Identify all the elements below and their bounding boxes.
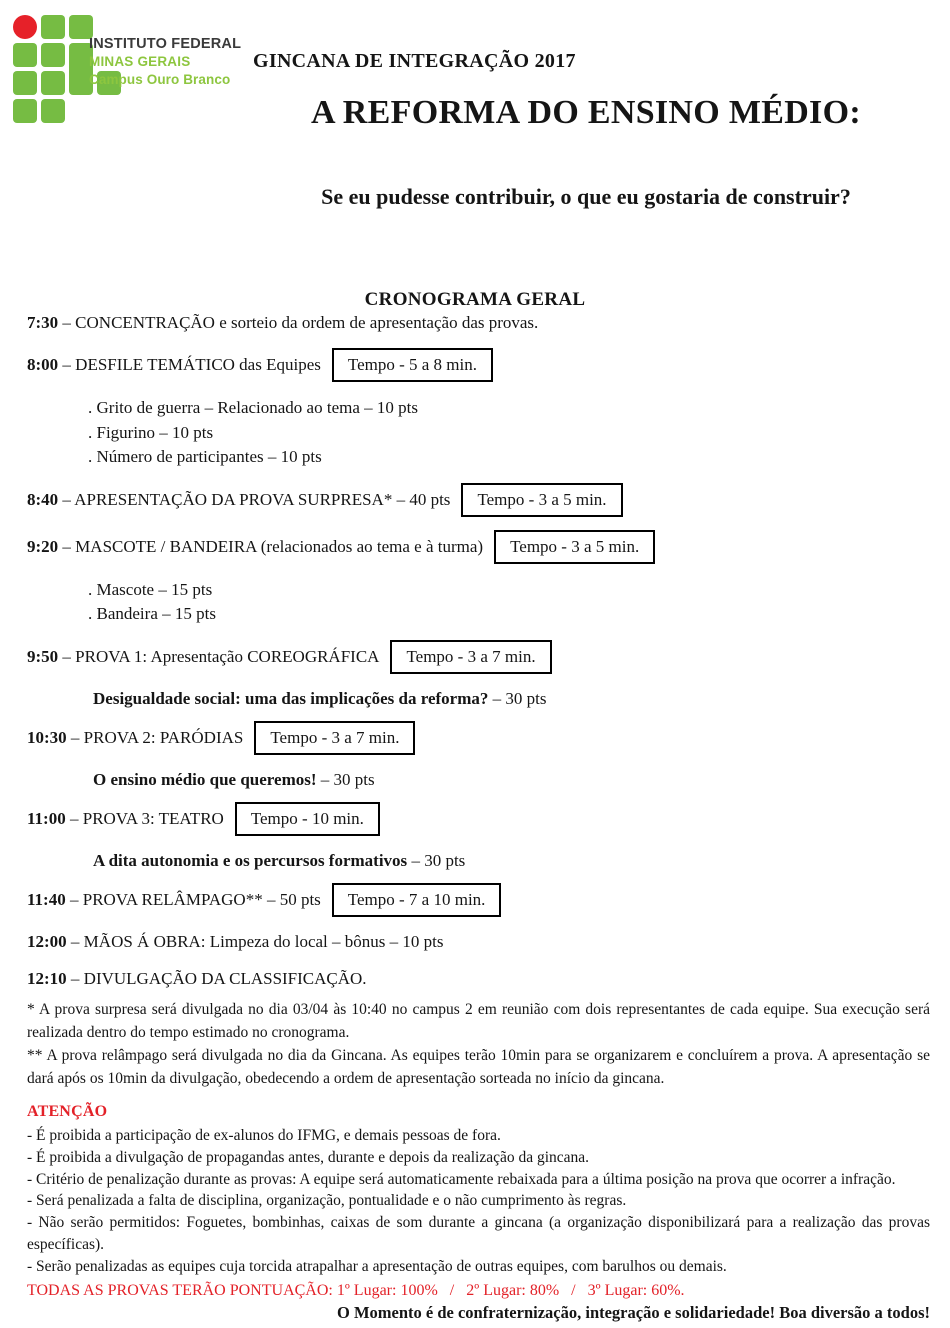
schedule-line [27, 968, 930, 989]
schedule-line [27, 803, 930, 837]
schedule-time: 7:30 [27, 313, 59, 332]
schedule-line [27, 722, 930, 756]
schedule-item [27, 884, 930, 918]
schedule-time: 9:20 [27, 536, 59, 556]
schedule-line [27, 531, 930, 565]
attention-item: - Não serão permitidos: Foguetes, bombinhas, caixas de som durante a gincana (a organização disponibilizará para a realização das provas específicas). [27, 1214, 930, 1253]
theme-title: O ensino médio que queremos! [93, 769, 317, 789]
schedule-text: – PROVA 1: Apresentação COREOGRÁFICA [58, 646, 380, 666]
schedule-text: – DESFILE TEMÁTICO das Equipes [58, 354, 321, 374]
tempo-box: Tempo - 10 min. [235, 802, 380, 836]
logo-square [41, 43, 65, 67]
schedule-item [27, 484, 930, 518]
schedule-subitem: . Mascote – 15 pts [88, 579, 213, 599]
schedule-time: 12:00 [27, 931, 67, 951]
schedule-time: 11:00 [27, 808, 66, 828]
logo-red-circle [13, 15, 37, 39]
schedule-list [27, 312, 930, 1005]
schedule-subitem: . Número de participantes – 10 pts [88, 447, 322, 466]
page-subtitle: Se eu pudesse contribuir, o que eu gostaria de construir? [321, 184, 851, 209]
logo-square [41, 15, 65, 39]
schedule-item [27, 349, 930, 470]
schedule-time: 8:00 [27, 354, 59, 374]
schedule-item [27, 641, 930, 709]
schedule-time: 8:40 [27, 489, 59, 509]
schedule-item [27, 312, 930, 333]
schedule-subitem: . Bandeira – 15 pts [88, 604, 216, 623]
theme-title: Desigualdade social: uma das implicações da reforma? [93, 688, 489, 708]
theme-points: – 30 pts [407, 850, 466, 870]
tempo-box: Tempo - 3 a 7 min. [390, 640, 551, 674]
schedule-theme [27, 850, 930, 871]
schedule-text: – APRESENTAÇÃO DA PROVA SURPRESA* – 40 pts [58, 489, 451, 509]
footnotes-list [27, 998, 930, 1090]
schedule-text: – DIVULGAÇÃO DA CLASSIFICAÇÃO. [66, 968, 367, 988]
closing-line: O Momento é de confraternização, integração e solidariedade! Boa diversão a todos! [337, 1302, 930, 1322]
attention-item: - Serão penalizadas as equipes cuja torcida atrapalhar a apresentação de outras equipes, com barulhos ou demais. [27, 1257, 727, 1275]
tempo-box: Tempo - 5 a 8 min. [332, 348, 493, 382]
schedule-theme [27, 769, 930, 790]
schedule-text: – MASCOTE / BANDEIRA (relacionados ao tema e à turma) [58, 536, 484, 556]
logo-square [13, 43, 37, 67]
theme-points: – 30 pts [488, 688, 547, 708]
schedule-item [27, 803, 930, 871]
tempo-box: Tempo - 3 a 7 min. [254, 721, 415, 755]
attention-heading: ATENÇÃO [27, 1103, 108, 1120]
theme-points: – 30 pts [316, 769, 375, 789]
schedule-subitem: . Grito de guerra – Relacionado ao tema – 10 pts [88, 398, 418, 417]
theme-title: A dita autonomia e os percursos formativos [93, 850, 408, 870]
schedule-time: 9:50 [27, 646, 59, 666]
logo-caption [89, 35, 241, 89]
schedule-subitems [27, 578, 930, 627]
attention-list [27, 1125, 930, 1278]
schedule-line [27, 349, 930, 383]
schedule-text: – MÃOS Á OBRA: Limpeza do local – bônus – 10 pts [66, 931, 444, 951]
logo-campus-name: Campus Ouro Branco [89, 72, 231, 87]
schedule-subitem: . Figurino – 10 pts [88, 422, 214, 442]
schedule-text: – PROVA 2: PARÓDIAS [66, 727, 244, 747]
event-title: GINCANA DE INTEGRAÇÃO 2017 [253, 50, 576, 72]
schedule-text: – PROVA RELÂMPAGO** – 50 pts [65, 889, 321, 909]
bottom-section [27, 998, 930, 1323]
schedule-time: 11:40 [27, 889, 66, 909]
schedule-item [27, 968, 930, 989]
schedule-time: 12:10 [27, 968, 67, 988]
schedule-line [27, 641, 930, 675]
schedule-theme [27, 688, 930, 709]
attention-item: - É proibida a participação de ex-alunos do IFMG, e demais pessoas de fora. [27, 1127, 501, 1144]
tempo-box: Tempo - 3 a 5 min. [461, 483, 622, 517]
schedule-line [27, 484, 930, 518]
schedule-text: – PROVA 3: TEATRO [65, 808, 224, 828]
tempo-box: Tempo - 7 a 10 min. [332, 883, 502, 917]
schedule-item [27, 531, 930, 627]
footnote: * A prova surpresa será divulgada no dia 03/04 às 10:40 no campus 2 em reunião com dois representantes de cada equipe. Sua execução será realizada dentro do tempo estimado no cronograma. [27, 1001, 930, 1041]
logo-square [13, 99, 37, 123]
schedule-heading: CRONOGRAMA GERAL [364, 289, 586, 310]
page-title: A REFORMA DO ENSINO MÉDIO: [311, 94, 861, 131]
schedule-text: – CONCENTRAÇÃO e sorteio da ordem de apresentação das provas. [58, 313, 539, 332]
schedule-time: 10:30 [27, 727, 67, 747]
logo-institution-name: INSTITUTO FEDERAL [89, 36, 242, 52]
footnote: ** A prova relâmpago será divulgada no dia da Gincana. As equipes terão 10min para se organizarem e concluírem a prova. A apresentação se dará após os 10min da divulgação, obedecendo a ordem de apresentação sorteada no início da gincana. [27, 1047, 930, 1087]
schedule-subitems [27, 396, 930, 470]
schedule-line [27, 931, 930, 952]
logo-state-name: MINAS GERAIS [89, 54, 191, 69]
attention-item: - É proibida a divulgação de propagandas antes, durante e depois da realização da gincana. [27, 1148, 590, 1166]
schedule-line [27, 312, 930, 333]
logo-square [41, 99, 65, 123]
schedule-line [27, 884, 930, 918]
scoring-line: TODAS AS PROVAS TERÃO PONTUAÇÃO: 1º Lugar: 100% / 2º Lugar: 80% / 3º Lugar: 60%. [27, 1281, 685, 1299]
logo-square [13, 71, 37, 95]
attention-item: - Critério de penalização durante as provas: A equipe será automaticamente rebaixada para a última posição na prova que ocorrer a infração. [27, 1170, 896, 1188]
schedule-item [27, 722, 930, 790]
logo-square [41, 71, 65, 95]
schedule-item [27, 931, 930, 952]
attention-item: - Será penalizada a falta de disciplina, organização, pontualidade e o não cumprimento às regras. [27, 1192, 627, 1210]
tempo-box: Tempo - 3 a 5 min. [494, 530, 655, 564]
